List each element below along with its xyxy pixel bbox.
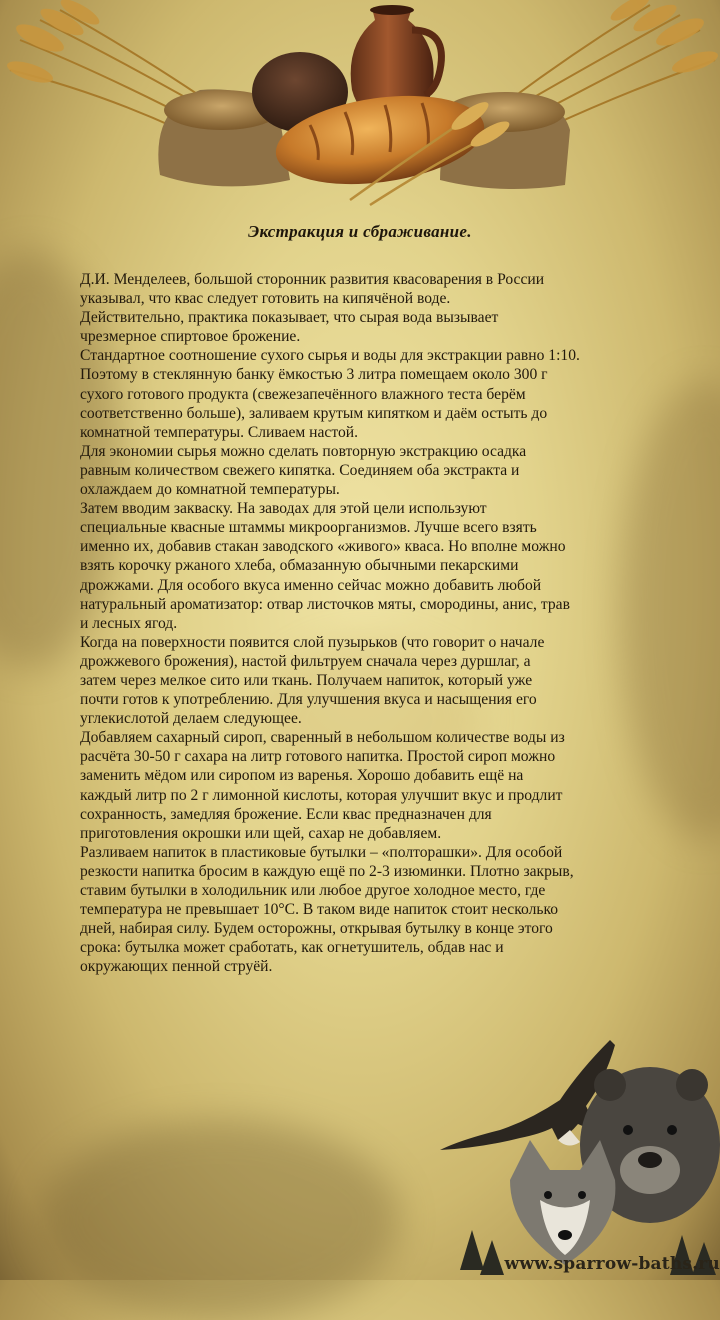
text-line: температура не превышает 10°С. В таком виде напиток стоит несколько [80,901,559,919]
wolf-icon [510,1140,615,1265]
text-line: затем через мелкое сито или ткань. Получаем напиток, который уже [80,671,533,689]
eagle-bear-wolf-emblem [440,1030,720,1280]
text-line: срока: бутылка может сработать, как огнетушитель, обдав нас и [80,939,504,957]
text-line: окружающих пенной струёй. [80,958,273,976]
text-line: сохранность, замедляя брожение. Если квас предназначен для [80,805,492,823]
text-line: Действительно, практика показывает, что сырая вода вызывает [80,309,499,327]
text-line: Для экономии сырья можно сделать повторную экстракцию осадка [80,442,527,460]
text-line: комнатной температуры. Сливаем настой. [80,423,359,441]
text-line: именно их, добавив стакан заводского «живого» кваса. Но вполне можно [80,538,566,556]
article-body [80,270,680,976]
text-line: соответственно больше), заливаем крутым кипятком и даём остыть до [80,404,548,422]
text-line: охлаждаем до комнатной температуры. [80,481,340,499]
text-line: дрожжами. Для особого вкуса именно сейчас можно добавить любой [80,576,542,594]
text-line: Стандартное соотношение сухого сырья и воды для экстракции равно 1:10. [80,347,580,365]
text-line: заменить мёдом или сиропом из варенья. Хорошо добавить ещё на [80,767,524,785]
text-line: указывал, что квас следует готовить на кипячёной воде. [80,290,451,308]
site-watermark: www.sparrow-baths.ru [504,1254,720,1274]
text-line: Поэтому в стеклянную банку ёмкостью 3 литра помещаем около 300 г [80,366,548,384]
page-title: Экстракция и сбраживание. [248,222,472,241]
text-line: сухого готового продукта (свежезапечённого влажного теста берём [80,385,526,403]
text-line: специальные квасные штаммы микроорганизмов. Лучше всего взять [80,519,537,537]
bread-kvass-header-illustration [0,0,720,210]
text-line: Затем вводим закваску. На заводах для этой цели используют [80,500,487,518]
text-line: взять корочку ржаного хлеба, обмазанную обычными пекарскими [80,557,519,575]
text-line: Д.И. Менделеев, большой сторонник развития квасоварения в России [80,271,545,288]
text-line: чрезмерное спиртовое брожение. [80,328,301,346]
text-line: почти готов к употреблению. Для улучшения вкуса и насыщения его [80,691,537,709]
text-line: и лесных ягод. [80,614,178,632]
text-line: натуральный ароматизатор: отвар листочков мяты, смородины, анис, трав [80,595,570,613]
text-line: ставим бутылки в холодильник или любое другое холодное место, где [80,882,546,899]
text-line: каждый литр по 2 г лимонной кислоты, которая улучшит вкус и продлит [80,786,563,804]
text-line: Добавляем сахарный сироп, сваренный в небольшом количестве воды из [80,729,565,747]
text-line: дней, набирая силу. Будем осторожны, открывая бутылку в конце этого [80,920,553,938]
text-line: расчёта 30-50 г сахара на литр готового напитка. Простой сироп можно [80,748,556,766]
text-line: Когда на поверхности появится слой пузырьков (что говорит о начале [80,633,545,651]
text-line: углекислотой делаем следующее. [80,710,302,728]
text-line: дрожжевого брожения), настой фильтруем сначала через дуршлаг, а [80,652,531,670]
text-line: приготовления окрошки или щей, сахар не добавляем. [80,824,442,842]
text-line: равным количеством свежего кипятка. Соединяем оба экстракта и [80,461,520,479]
text-line: резкости напитка бросим в каждую ещё по 2-3 изюминки. Плотно закрыв, [80,862,574,880]
text-line: Разливаем напиток в пластиковые бутылки – «полторашки». Для особой [80,843,563,861]
